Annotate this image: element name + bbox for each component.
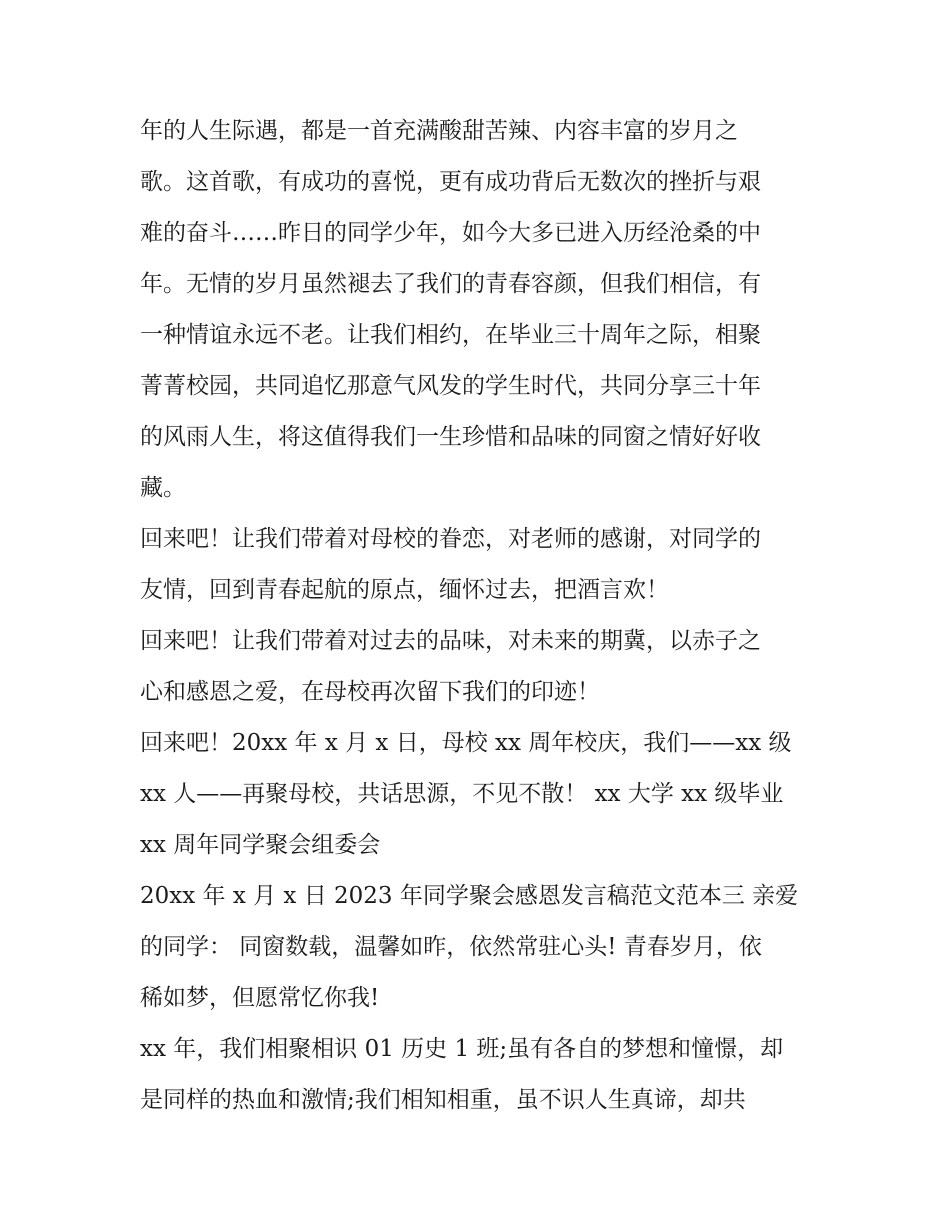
- body-text: [140, 106, 812, 1126]
- text-line: 一种情谊永远不老。让我们相约，在毕业三十周年之际，相聚: [140, 322, 761, 348]
- text-line: xx 年，我们相聚相识 01 历史 1 班;虽有各自的梦想和憧憬，却: [140, 1036, 784, 1062]
- text-line: xx 人——再聚母校，共话思源，不见不散！ xx 大学 xx 级毕业: [140, 781, 784, 807]
- text-line: 菁菁校园，共同追忆那意气风发的学生时代，共同分享三十年: [140, 373, 761, 399]
- text-line: xx 周年同学聚会组委会: [140, 832, 381, 858]
- text-line: 年的人生际遇，都是一首充满酸甜苦辣、内容丰富的岁月之: [140, 118, 738, 144]
- text-line: 歌。这首歌，有成功的喜悦，更有成功背后无数次的挫折与艰: [140, 169, 761, 195]
- text-line: 心和感恩之爱，在母校再次留下我们的印迹！: [140, 679, 600, 705]
- text-line: 藏。: [140, 475, 186, 501]
- text-line: 20xx 年 x 月 x 日 2023 年同学聚会感恩发言稿范文范本三 亲爱: [140, 883, 799, 909]
- text-line: 回来吧！20xx 年 x 月 x 日，母校 xx 周年校庆，我们——xx 级: [140, 730, 792, 756]
- text-line: 回来吧！让我们带着对过去的品味，对未来的期冀，以赤子之: [140, 628, 761, 654]
- text-line: 的同学： 同窗数载，温馨如昨，依然常驻心头! 青春岁月，依: [140, 934, 762, 960]
- text-line: 难的奋斗……昨日的同学少年，如今大多已进入历经沧桑的中: [140, 220, 761, 246]
- text-line: 稀如梦，但愿常忆你我!: [140, 985, 380, 1011]
- text-line: 是同样的热血和激情;我们相知相重，虽不识人生真谛，却共: [140, 1087, 746, 1113]
- text-line: 友情，回到青春起航的原点，缅怀过去，把酒言欢！: [140, 577, 669, 603]
- text-line: 回来吧！让我们带着对母校的眷恋，对老师的感谢，对同学的: [140, 526, 761, 552]
- text-line: 的风雨人生，将这值得我们一生珍惜和品味的同窗之情好好收: [140, 424, 761, 450]
- text-line: 年。无情的岁月虽然褪去了我们的青春容颜，但我们相信，有: [140, 271, 761, 297]
